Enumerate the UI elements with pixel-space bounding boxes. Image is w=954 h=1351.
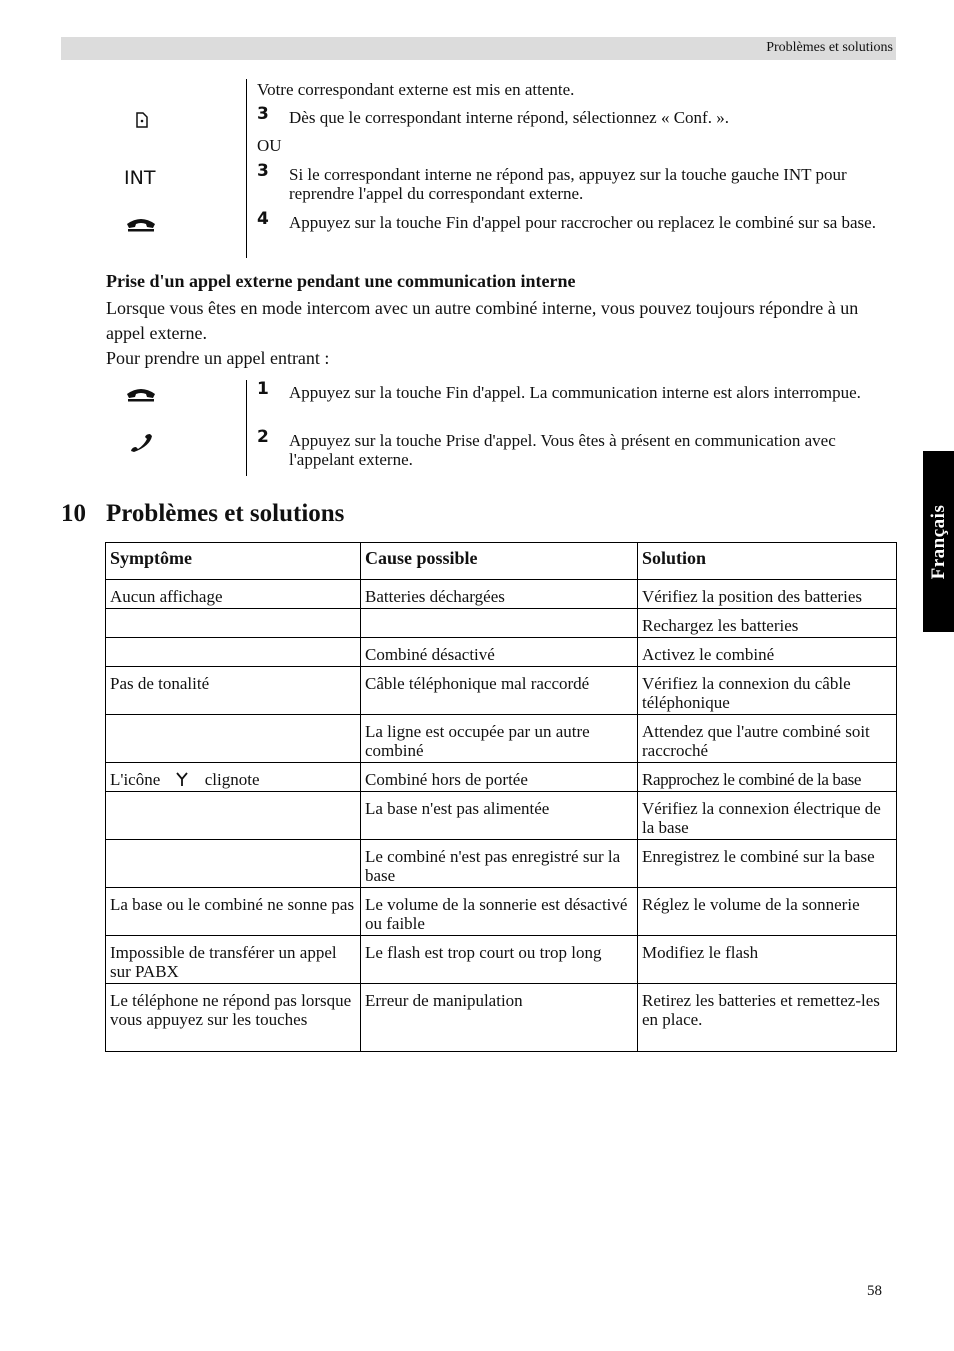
solution-cell: Activez le combiné	[638, 638, 897, 667]
table-row	[106, 840, 897, 888]
antenna-icon	[171, 771, 193, 787]
solution-cell: Rapprochez le combiné de la base	[638, 763, 897, 792]
table-row	[106, 638, 897, 667]
talk-icon	[128, 433, 154, 453]
cause-cell: Combiné désactivé	[361, 638, 638, 667]
table-row	[106, 936, 897, 984]
intercom-paragraph: Lorsque vous êtes en mode intercom avec un autre combiné interne, vous pouvez toujours répondre à un appel externe.	[106, 298, 859, 343]
cause-cell: Câble téléphonique mal raccordé	[361, 667, 638, 715]
or-separator: OU	[257, 136, 282, 155]
step-3-conference	[257, 104, 889, 127]
page-header	[61, 37, 896, 60]
step-text: Appuyez sur la touche Fin d'appel pour raccrocher ou replacez le combiné sur sa base.	[289, 213, 876, 232]
cause-cell: Batteries déchargées	[361, 580, 638, 609]
solution-cell: Réglez le volume de la sonnerie	[638, 888, 897, 936]
symptom-cell	[106, 763, 361, 792]
cause-cell: Erreur de manipulation	[361, 984, 638, 1052]
incoming-call-paragraph: Pour prendre un appel entrant :	[106, 348, 330, 368]
running-header-title: Problèmes et solutions	[766, 40, 893, 55]
solution-cell: Modifiez le flash	[638, 936, 897, 984]
column-header-solution: Solution	[638, 543, 897, 580]
step-text: Si le correspondant interne ne répond pas, appuyez sur la touche gauche INT pour reprendre l'appel du correspondant externe.	[289, 165, 847, 203]
table-row	[106, 984, 897, 1052]
step-number: 2	[257, 427, 269, 447]
step-number: 3	[257, 161, 269, 181]
symptom-cell	[106, 609, 361, 638]
symptom-icon-prefix: L'icône	[110, 770, 161, 789]
int-key-label: INT	[124, 167, 156, 189]
menu-key-icon	[135, 112, 149, 129]
symptom-cell: La base ou le combiné ne sonne pas	[106, 888, 361, 936]
step-number: 1	[257, 379, 269, 399]
solution-cell: Vérifiez la connexion électrique de la base	[638, 792, 897, 840]
troubleshooting-table	[105, 542, 897, 1052]
step-list-take-call	[246, 380, 897, 476]
step-text: Dès que le correspondant interne répond, sélectionnez « Conf. ».	[289, 108, 729, 127]
symptom-icon-suffix: clignote	[204, 770, 260, 789]
step-4-hang-up	[257, 209, 889, 232]
solution-cell: Enregistrez le combiné sur la base	[638, 840, 897, 888]
page-number: 58	[867, 1283, 882, 1299]
cause-cell: La ligne est occupée par un autre combiné	[361, 715, 638, 763]
step-text: Appuyez sur la touche Prise d'appel. Vous êtes à présent en communication avec l'appelant externe.	[289, 431, 836, 469]
solution-cell: Attendez que l'autre combiné soit raccroché	[638, 715, 897, 763]
symptom-cell: Impossible de transférer un appel sur PABX	[106, 936, 361, 984]
chapter-number: 10	[61, 500, 86, 527]
step-list-hold	[246, 79, 897, 258]
table-row	[106, 792, 897, 840]
symptom-cell	[106, 792, 361, 840]
symptom-cell	[106, 715, 361, 763]
cause-cell: La base n'est pas alimentée	[361, 792, 638, 840]
cause-cell: Combiné hors de portée	[361, 763, 638, 792]
column-header-symptom: Symptôme	[106, 543, 361, 580]
language-tab	[923, 451, 954, 632]
cause-cell: Le combiné n'est pas enregistré sur la base	[361, 840, 638, 888]
solution-cell: Vérifiez la connexion du câble téléphonique	[638, 667, 897, 715]
step-text: Appuyez sur la touche Fin d'appel. La communication interne est alors interrompue.	[289, 383, 861, 402]
step-number: 3	[257, 104, 269, 124]
table-row	[106, 715, 897, 763]
section-heading-external-call: Prise d'un appel externe pendant une communication interne	[106, 271, 576, 291]
table-row	[106, 580, 897, 609]
symptom-cell: Pas de tonalité	[106, 667, 361, 715]
step-1-end-intercom	[257, 379, 889, 402]
symptom-cell	[106, 840, 361, 888]
step-2-answer	[257, 427, 889, 469]
symptom-cell: Le téléphone ne répond pas lorsque vous appuyez sur les touches	[106, 984, 361, 1052]
table-row	[106, 888, 897, 936]
column-header-cause: Cause possible	[361, 543, 638, 580]
table-row	[106, 609, 897, 638]
cause-cell: Le flash est trop court ou trop long	[361, 936, 638, 984]
step-3-int	[257, 161, 889, 203]
table-row	[106, 667, 897, 715]
language-tab-label: Français	[927, 504, 949, 579]
cause-cell	[361, 609, 638, 638]
solution-cell: Rechargez les batteries	[638, 609, 897, 638]
solution-cell: Retirez les batteries et remettez-les en place.	[638, 984, 897, 1052]
step-number: 4	[257, 209, 269, 229]
end-call-icon	[124, 386, 158, 402]
hold-intro-text: Votre correspondant externe est mis en attente.	[257, 80, 575, 99]
symptom-cell	[106, 638, 361, 667]
end-call-icon	[124, 216, 158, 232]
solution-cell: Vérifiez la position des batteries	[638, 580, 897, 609]
table-row	[106, 763, 897, 792]
symptom-cell: Aucun affichage	[106, 580, 361, 609]
chapter-title: Problèmes et solutions	[106, 500, 345, 527]
cause-cell: Le volume de la sonnerie est désactivé ou faible	[361, 888, 638, 936]
chapter-heading	[61, 500, 344, 528]
table-header-row	[106, 543, 897, 580]
